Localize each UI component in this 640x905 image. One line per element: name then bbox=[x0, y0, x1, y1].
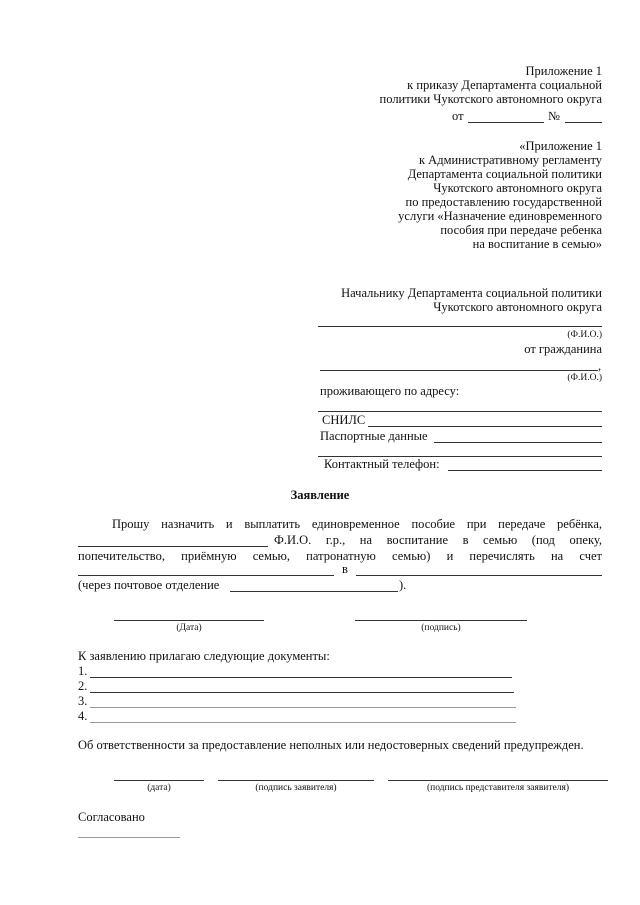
representative-signature-caption: (подпись представителя заявителя) bbox=[426, 783, 570, 793]
snils-input-line[interactable] bbox=[368, 426, 602, 427]
phone-label: Контактный телефон: bbox=[324, 457, 440, 471]
regulation-line-3: Департамента социальной политики bbox=[407, 167, 602, 181]
citizen-fio-comma: , bbox=[598, 359, 602, 373]
body-line-3: попечительство, приёмную семью, патронатную семью) и перечислять на счет bbox=[78, 549, 602, 563]
appendix-line-1: Приложение 1 bbox=[525, 64, 602, 78]
from-citizen-label: от гражданина bbox=[524, 342, 602, 356]
attachment-number-1: 1. bbox=[78, 664, 88, 678]
representative-signature-line[interactable] bbox=[388, 780, 608, 781]
regulation-line-7: пособия при передаче ребенка bbox=[440, 223, 602, 237]
appendix-number-sign: № bbox=[548, 109, 560, 123]
citizen-fio-line[interactable] bbox=[320, 370, 598, 371]
regulation-line-6: услуги «Назначение единовременного bbox=[398, 209, 602, 223]
bank-name-line[interactable] bbox=[356, 575, 602, 576]
date-signature-line[interactable] bbox=[114, 620, 264, 621]
head-fio-caption: (Ф.И.О.) bbox=[567, 330, 602, 340]
appendix-date-prefix: от bbox=[452, 109, 464, 123]
account-number-line[interactable] bbox=[78, 575, 334, 576]
signature-caption: (подпись) bbox=[421, 623, 461, 633]
head-fio-line[interactable] bbox=[318, 326, 602, 327]
agreed-signature-line[interactable] bbox=[78, 837, 180, 838]
applicant-signature-line[interactable] bbox=[218, 780, 374, 781]
applicant-date-caption: (дата) bbox=[147, 783, 171, 793]
passport-input-line[interactable] bbox=[434, 442, 602, 443]
signature-line[interactable] bbox=[355, 620, 527, 621]
attachments-heading: К заявлению прилагаю следующие документы: bbox=[78, 649, 330, 663]
body-in-word: в bbox=[342, 562, 348, 576]
regulation-line-8: на воспитание в семью» bbox=[472, 237, 602, 251]
addressee-line-1: Начальнику Департамента социальной политики bbox=[341, 286, 602, 300]
responsibility-statement: Об ответственности за предоставление неполных или недостоверных сведений предупрежден. bbox=[78, 738, 584, 752]
date-caption: (Дата) bbox=[176, 623, 202, 633]
snils-label: СНИЛС bbox=[322, 413, 366, 427]
post-office-prefix: (через почтовое отделение bbox=[78, 578, 220, 592]
appendix-number-line[interactable] bbox=[565, 122, 602, 123]
regulation-header bbox=[398, 139, 602, 251]
appendix-header bbox=[380, 64, 602, 106]
attachment-line-1[interactable] bbox=[90, 677, 512, 678]
body-line-1: Прошу назначить и выплатить единовременное пособие при передаче ребёнка, bbox=[112, 517, 602, 531]
document-title: Заявление bbox=[290, 488, 350, 502]
appendix-line-3: политики Чукотского автономного округа bbox=[379, 92, 602, 106]
post-office-suffix: ). bbox=[399, 578, 407, 592]
phone-input-line[interactable] bbox=[448, 470, 602, 471]
attachment-line-2[interactable] bbox=[90, 692, 514, 693]
applicant-signature-caption: (подпись заявителя) bbox=[255, 783, 337, 793]
child-name-line[interactable] bbox=[78, 546, 268, 547]
agreed-label: Согласовано bbox=[78, 810, 145, 824]
residing-label: проживающего по адресу: bbox=[320, 384, 460, 398]
address-line[interactable] bbox=[318, 411, 602, 412]
attachment-number-2: 2. bbox=[78, 679, 88, 693]
post-office-line[interactable] bbox=[230, 591, 398, 592]
body-line-2: Ф.И.О. г.р., на воспитание в семью (под опеку, bbox=[274, 533, 602, 547]
appendix-date-line[interactable] bbox=[468, 122, 544, 123]
regulation-line-2: к Административному регламенту bbox=[418, 153, 602, 167]
regulation-line-1: «Приложение 1 bbox=[519, 139, 602, 153]
appendix-line-2: к приказу Департамента социальной bbox=[407, 78, 602, 92]
regulation-line-5: по предоставлению государственной bbox=[405, 195, 602, 209]
attachment-number-3: 3. bbox=[78, 694, 88, 708]
regulation-line-4: Чукотского автономного округа bbox=[433, 181, 602, 195]
passport-label: Паспортные данные bbox=[320, 429, 428, 443]
citizen-fio-caption: (Ф.И.О.) bbox=[567, 373, 602, 383]
attachment-line-3[interactable] bbox=[90, 707, 516, 708]
attachment-line-4[interactable] bbox=[90, 722, 516, 723]
attachment-number-4: 4. bbox=[78, 709, 88, 723]
addressee-header bbox=[341, 286, 602, 314]
applicant-date-line[interactable] bbox=[114, 780, 204, 781]
addressee-line-2: Чукотского автономного округа bbox=[433, 300, 602, 314]
